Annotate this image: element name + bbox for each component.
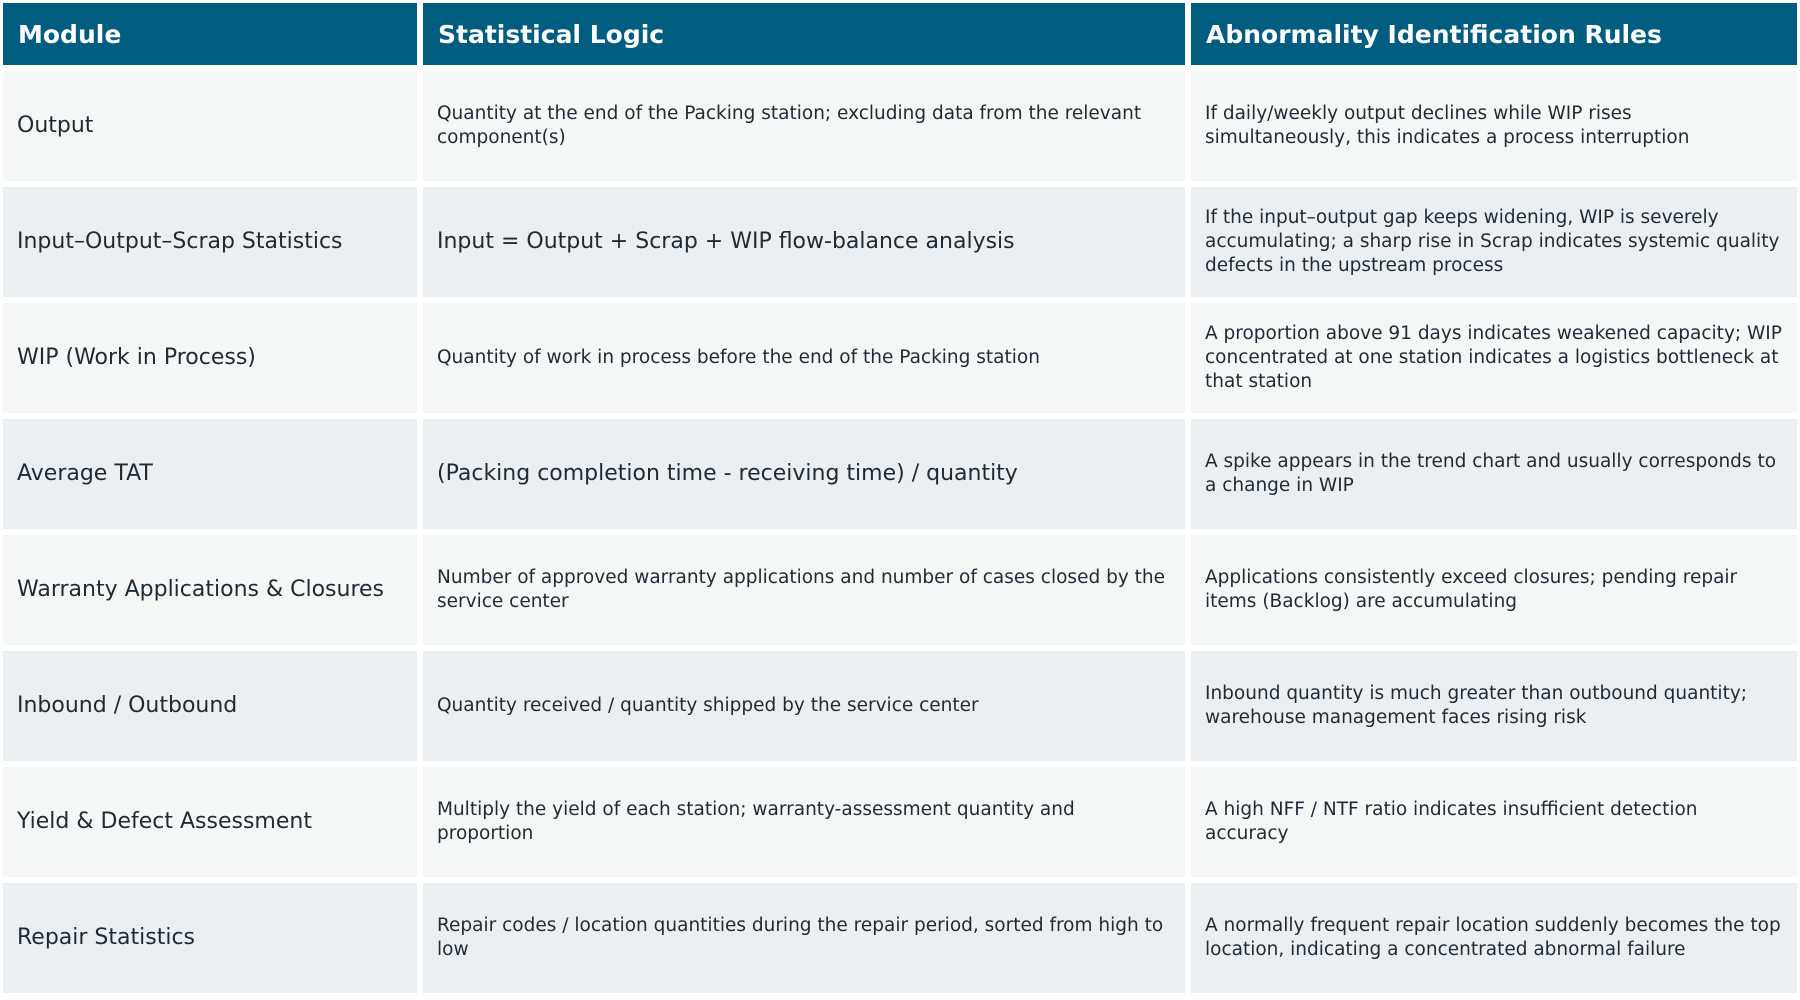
rules-text: A spike appears in the trend chart and usually corresponds to a change in WIP	[1205, 451, 1777, 496]
cell-rules-repair-statistics	[1191, 883, 1797, 993]
module-label: Repair Statistics	[17, 925, 195, 951]
rules-text: If daily/weekly output declines while WIP rises simultaneously, this indicates a process interruption	[1205, 103, 1690, 148]
cell-rules-wip	[1191, 303, 1797, 413]
abnormality-rules-table	[3, 3, 1797, 993]
logic-text: Repair codes / location quantities during the repair period, sorted from high to low	[437, 915, 1164, 960]
cell-module-warranty	[3, 535, 417, 645]
rules-text: A proportion above 91 days indicates weakened capacity; WIP concentrated at one station indicates a logistics bottleneck at that station	[1205, 323, 1782, 392]
module-label: Inbound / Outbound	[17, 693, 238, 719]
module-label: Yield & Defect Assessment	[17, 809, 312, 835]
rules-text: A normally frequent repair location suddenly becomes the top location, indicating a concentrated abnormal failure	[1205, 915, 1781, 960]
rules-text: If the input–output gap keeps widening, WIP is severely accumulating; a sharp rise in Scrap indicates systemic quality defects in the upstream process	[1205, 207, 1780, 276]
cell-logic-inbound-outbound	[423, 651, 1185, 761]
cell-logic-average-tat	[423, 419, 1185, 529]
logic-text: Quantity received / quantity shipped by the service center	[437, 695, 979, 716]
cell-module-input-output-scrap	[3, 187, 417, 297]
cell-logic-wip	[423, 303, 1185, 413]
rules-text: A high NFF / NTF ratio indicates insufficient detection accuracy	[1205, 799, 1698, 844]
module-label: Input–Output–Scrap Statistics	[17, 229, 343, 255]
cell-rules-average-tat	[1191, 419, 1797, 529]
logic-text: (Packing completion time - receiving time) / quantity	[437, 461, 1018, 486]
cell-module-yield-defect	[3, 767, 417, 877]
column-header-module: Module	[3, 3, 417, 65]
cell-rules-inbound-outbound	[1191, 651, 1797, 761]
cell-rules-warranty	[1191, 535, 1797, 645]
column-header-statistical-logic: Statistical Logic	[423, 3, 1185, 65]
logic-text: Quantity at the end of the Packing station; excluding data from the relevant component(s)	[437, 103, 1142, 148]
cell-module-output	[3, 71, 417, 181]
module-label: Average TAT	[17, 461, 153, 487]
column-header-abnormality-rules: Abnormality Identification Rules	[1191, 3, 1797, 65]
cell-module-repair-statistics	[3, 883, 417, 993]
rules-text: Inbound quantity is much greater than outbound quantity; warehouse management faces rising risk	[1205, 683, 1748, 728]
module-label: Warranty Applications & Closures	[17, 577, 385, 603]
logic-text: Quantity of work in process before the end of the Packing station	[437, 347, 1040, 368]
cell-module-average-tat	[3, 419, 417, 529]
cell-logic-input-output-scrap	[423, 187, 1185, 297]
cell-rules-yield-defect	[1191, 767, 1797, 877]
module-label: WIP (Work in Process)	[17, 345, 256, 371]
cell-rules-output	[1191, 71, 1797, 181]
cell-module-wip	[3, 303, 417, 413]
cell-logic-warranty	[423, 535, 1185, 645]
module-label: Output	[17, 113, 94, 139]
logic-text: Input = Output + Scrap + WIP flow-balance analysis	[437, 229, 1015, 254]
cell-logic-yield-defect	[423, 767, 1185, 877]
cell-module-inbound-outbound	[3, 651, 417, 761]
cell-logic-output	[423, 71, 1185, 181]
logic-text: Multiply the yield of each station; warranty-assessment quantity and proportion	[437, 799, 1075, 844]
cell-rules-input-output-scrap	[1191, 187, 1797, 297]
cell-logic-repair-statistics	[423, 883, 1185, 993]
logic-text: Number of approved warranty applications and number of cases closed by the service center	[437, 567, 1166, 612]
rules-text: Applications consistently exceed closures; pending repair items (Backlog) are accumulating	[1205, 567, 1738, 612]
